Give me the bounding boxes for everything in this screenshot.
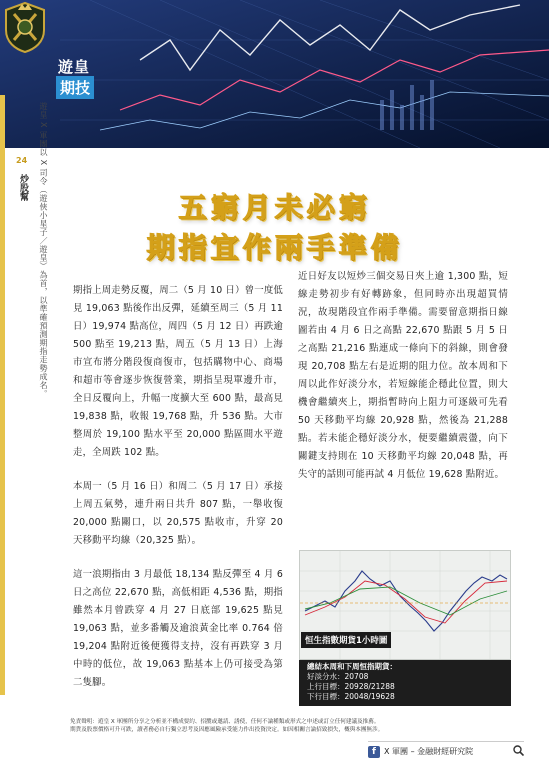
resistance-targets: 上行目標：20928/21288: [307, 682, 395, 691]
disclaimer-line: 期貨及股票價格可升可跌，讀者務必自行獨立思考及因應風險承受能力作出投資決定。如因相關言論招致損失，概與本團無涉。: [70, 727, 384, 733]
footer-social: [368, 741, 524, 759]
crest-logo: [0, 0, 50, 54]
page-number: 24: [16, 156, 28, 165]
search-icon[interactable]: [513, 745, 524, 758]
paragraph: 近日好友以短炒三個交易日夾上逾 1,300 點，短線走勢初步有好轉跡象，但同時亦出現超買情況，故現階段宜作兩手準備。需要留意期指日線圖若由 4 月 6 日之高點 22,670 點跟 5 月 5 日之高點 21,216 點連成一條向下的斜線，則會發現 20,708 點左右是近期的阻力位。故本周和下周以此作好淡分水，若短線能企穩此位置，則大機會繼續夾上，期指暫時向上阻力可逐級可先看 50 天移動平均線 20,928 點，然後為 21,288 點。若未能企穩好淡分水，便要繼續震盪，向下關鍵支持則在 10 天移動平均線 20,048 點，再失守的話則可能再試 4 月低位 19,628 點附近。: [298, 271, 508, 480]
pivot-level: 好淡分水：20708: [307, 672, 369, 681]
facebook-icon[interactable]: f: [368, 746, 380, 758]
summary-heading: 總結本周和下周恒指期貨：: [307, 662, 397, 671]
support-targets: 下行目標：20048/19628: [307, 692, 395, 701]
chart-caption: 恒生指數期貨1小時圖: [301, 632, 391, 648]
brand-name: 遊皇: [58, 58, 91, 76]
column-name: 期技: [56, 76, 94, 99]
paragraph: 本周一（5 月 16 日）和周二（5 月 17 日）承接上周五氣勢，連升兩日共升 807 點，一舉收復 20,000 點關口，以 20,575 點收市，升穿 20 天移動平均線（20,325 點）。: [73, 481, 283, 546]
article-title-line-1: 五窮月未必窮: [178, 191, 371, 224]
header-banner: [0, 0, 549, 148]
article-title-line-2: 期指宜作兩手準備: [146, 231, 403, 264]
paragraph: 期指上周走勢反覆，周二（5 月 10 日）曾一度低見 19,063 點後作出反彈，延續至周三（5 月 11 日）19,974 點高位，周四（5 月 12 日）再跌逾 500 點至 19,213 點，周五（5 月 13 日）上海市宣布將分階段復商復市，包括購物中心、商場和超市等會逐步恢復營業，期指呈現單邊升市，全日反覆向上，升幅一度擴大至 600 點，最高見 19,838 點，收報 19,768 點，升 536 點。大市整周於 19,100 點水平至 20,000 點區間水平遊走，全周跌 102 點。: [73, 285, 283, 458]
author-byline: 遊皇 X 軍團以 X 司令（遊俠小星子／遊皇）為首，以準確預測期指走勢成名。: [39, 102, 48, 399]
paragraph: 這一浪期指由 3 月最低 18,134 點反彈至 4 月 6 日之高位 22,670 點，高低相距 4,536 點，期指雖然本月曾跌穿 4 月 27 日底部 19,625 點見 19,063 點，並多番觸及逾浪黃金比率 0.764 倍 19,204 點附近後便獲得支持，沒有再跌穿 3 月中時的低位，故 19,063 點基本上仍可接受為第二隻腳。: [73, 569, 283, 688]
article-column-right: [298, 268, 508, 500]
accent-bar: [0, 95, 5, 695]
summary-box: [299, 660, 511, 706]
facebook-page-label[interactable]: X 軍團 – 金融財經研究院: [384, 747, 474, 756]
article-column-left: [73, 282, 283, 708]
disclaimer-line: 免責聲明：遊皇 X 軍團所分享之分析並不構成要約、招攬或邀請、誘使，任何不論種類或形式之申述或訂立任何建議及推薦。: [70, 719, 380, 725]
disclaimer: [70, 718, 520, 734]
section-label: 炒股幫: [18, 174, 28, 201]
